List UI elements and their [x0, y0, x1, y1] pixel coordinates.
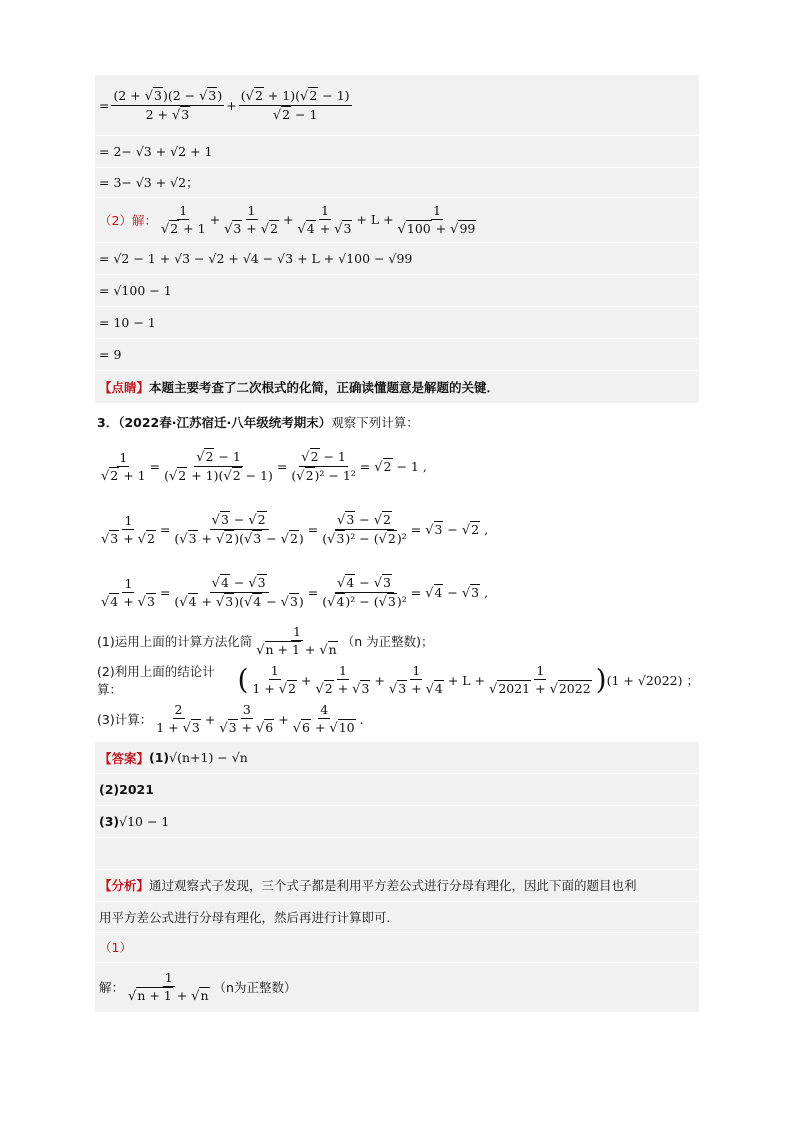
solution-fraction: $\frac{1}{√n + 1 + √n}$: [128, 970, 209, 1004]
fraction-1: $\frac{(2 + √3)(2 - √3)}{2 + √3}$: [113, 87, 223, 123]
term-3: $\frac{1}{√4 + √3}$: [297, 202, 352, 237]
document-content: [95, 75, 699, 1012]
answer-3: [95, 805, 699, 837]
sub-question-3: (3)计算： $\frac{2}{1 + √3}$ + $\frac{3}{√3 + √6}$ + $\frac{4}{√6 + √10}$ .: [97, 702, 364, 736]
part2-step4-text: = 9: [99, 346, 122, 362]
sub2-label: (2)利用上面的结论计算：: [97, 664, 215, 697]
fraction-2: $\frac{(√2 + 1)(√2 - 1)}{√2 - 1}$: [240, 87, 350, 123]
part2-step2-text: = √100 − 1: [99, 282, 172, 298]
part2-step1-text: = √2 − 1 + √3 − √2 + √4 − √3 + L + √100 − √99: [99, 250, 413, 266]
term-1: $\frac{1}{√2 + 1}$: [160, 202, 206, 237]
analysis-line-2: [95, 901, 699, 932]
part2-step3: [95, 306, 699, 338]
example-2: $\frac{1}{√3 + √2}$ = $\frac{√3 - √2}{(√3 + √2)(√3 - √2)}$ = $\frac{√3 - √2}{\text{(√3)² − (√2)²}}$ = √3 − √2 ,: [101, 512, 489, 547]
sub-question-1: [97, 624, 699, 658]
sub-question-2: (2)利用上面的结论计算： ( $\frac{1}{1 + √2}$ + $\frac{1}{√2 + √3}$ + $\frac{1}{√3 + √4}$ + L + $\frac{1}{√2021 + √2022}$ ) (1 + √2022) ；: [97, 663, 699, 697]
analysis-text-2: 用平方差公式进行分母有理化，然后再进行计算即可．: [99, 909, 400, 925]
answer-3-label: (3): [99, 813, 120, 829]
problem-source: （2022春·江苏宿迁·八年级统考期末）: [118, 415, 332, 430]
solution-label: 解：: [99, 980, 125, 995]
problem-3: [95, 413, 699, 736]
part2-label: （2）解：: [99, 212, 157, 228]
problem-intro: 观察下列计算：: [331, 415, 419, 430]
term-n: $\frac{1}{√100 + √99}$: [397, 202, 476, 237]
problem-number: 3．: [97, 415, 119, 430]
step-3: [95, 167, 699, 197]
answer-tag: 【答案】: [99, 750, 150, 766]
problem-3-header: [97, 413, 699, 431]
answer-2: [95, 773, 699, 805]
part2-step2: [95, 274, 699, 306]
sub2-tail: (1 + √2022) ；: [606, 673, 699, 688]
comment-row: [95, 370, 699, 403]
analysis-tag: 【分析】: [99, 878, 150, 893]
term-2: $\frac{1}{√3 + √2}$: [224, 202, 278, 237]
part2-step3-text: = 10 − 1: [99, 314, 156, 330]
step-3-text: = 3− √3 + √2；: [99, 175, 199, 190]
sub3-tail: .: [359, 711, 364, 727]
step-2: [95, 135, 699, 167]
analysis-sub-label: [95, 932, 699, 962]
answer-1-label: (1): [149, 750, 170, 765]
solution-tail: （n为正整数）: [213, 980, 297, 995]
answer-3-expr: √10 − 1: [119, 813, 170, 829]
sub1-fraction: $\frac{1}{√n + 1 + √n}$: [256, 624, 337, 658]
sub1-tail: （n 为正整数)；: [341, 634, 434, 649]
solution-line: [95, 962, 699, 1012]
answer-2-text: (2)2021: [99, 781, 154, 797]
step-1: = $\frac{(2 + √3)(2 - √3)}{2 + √3}$ + $\frac{(√2 + 1)(√2 - 1)}{√2 - 1}$: [99, 87, 350, 123]
solution-block: [95, 75, 699, 403]
analysis-sub: （1）: [99, 940, 132, 955]
sub3-label: (3)计算：: [97, 712, 153, 727]
comment-tag: 【点睛】: [99, 379, 150, 395]
example-1: $\frac{1}{√2 + 1}$ = $\frac{√2 - 1}{(√2 + 1)(√2 - 1)}$ = $\frac{√2 - 1}{\text{(√2)² − 1²}}$ = √2 − 1 ,: [101, 449, 427, 484]
comment-text: 本题主要考查了二次根式的化简，正确读懂题意是解题的关键．: [149, 379, 500, 395]
part2-header: （2）解： $\frac{1}{√2 + 1}$ + $\frac{1}{√3 + √2}$ + $\frac{1}{√4 + √3}$ + L + $\frac{1}{√100 + √99}$: [95, 197, 699, 242]
step-2-text: = 2− √3 + √2 + 1: [99, 143, 213, 159]
answer-1-expr: √(n+1) − √n: [169, 750, 248, 765]
part2-step4: [95, 338, 699, 370]
example-3: $\frac{1}{√4 + √3}$ = $\frac{√4 - √3}{(√4 + √3)(√4 - √3)}$ = $\frac{√4 - √3}{\text{(√4)² − (√3)²}}$ = √4 − √3 ,: [101, 575, 489, 610]
analysis-line-1: [95, 869, 699, 901]
part2-step1: [95, 242, 699, 274]
sub1-label: (1)运用上面的计算方法化简: [97, 634, 253, 649]
answer-block: [95, 742, 699, 1012]
eq-sign: =: [99, 97, 110, 113]
answer-1: [95, 742, 699, 773]
analysis-text-1: 通过观察式子发现，三个式子都是利用平方差公式进行分母有理化，因此下面的题目也利: [149, 878, 637, 893]
